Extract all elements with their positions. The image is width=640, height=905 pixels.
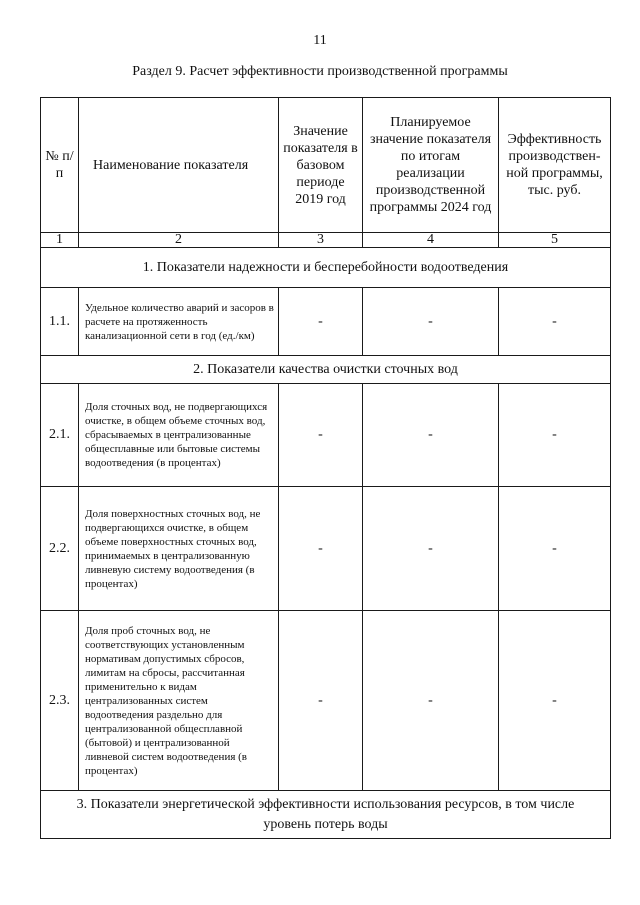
column-number: 3 (279, 233, 363, 248)
table-header-row (41, 98, 611, 233)
section-title: Раздел 9. Расчет эффективности производственной программы (132, 64, 508, 79)
row-base-value: - (279, 487, 363, 611)
row-planned-value: - (363, 384, 499, 487)
group-title: 2. Показатели качества очистки сточных вод (41, 356, 611, 384)
group-title: 1. Показатели надежности и бесперебойности водоотведения (41, 248, 611, 288)
column-numbers-row (41, 233, 611, 248)
column-number: 5 (499, 233, 611, 248)
page-number: 11 (313, 33, 327, 48)
row-index: 2.1. (41, 384, 79, 487)
row-index: 1.1. (41, 288, 79, 356)
row-efficiency: - (499, 611, 611, 791)
group-row (41, 791, 611, 839)
header-efficiency: Эффективность производствен-ной программы, тыс. руб. (499, 98, 611, 233)
header-planned-value: Планируемое значение показателя по итогам реализации производственной программы 2024 год (363, 98, 499, 233)
row-index: 2.2. (41, 487, 79, 611)
group-title: 3. Показатели энергетической эффективности использования ресурсов, в том числе уровень потерь воды (41, 791, 611, 839)
row-index: 2.3. (41, 611, 79, 791)
row-base-value: - (279, 611, 363, 791)
row-name: Удельное количество аварий и засоров в расчете на протяженность канализационной сети в год (ед./км) (79, 288, 279, 356)
header-base-value: Значение показателя в базовом периоде 2019 год (279, 98, 363, 233)
row-name: Доля сточных вод, не подвергающихся очистке, в общем объеме сточных вод, сбрасываемых в централизованные общесплавные или бытовые системы водоотведения (в процентах) (79, 384, 279, 487)
table-row (41, 288, 611, 356)
table-row (41, 611, 611, 791)
row-efficiency: - (499, 487, 611, 611)
table-row (41, 487, 611, 611)
row-efficiency: - (499, 288, 611, 356)
row-efficiency: - (499, 384, 611, 487)
row-planned-value: - (363, 487, 499, 611)
row-name: Доля поверхностных сточных вод, не подвергающихся очистке, в общем объеме поверхностных сточных вод, принимаемых в централизованную ливневую систему водоотведения (в процентах) (79, 487, 279, 611)
header-name: Наименование показателя (79, 98, 279, 233)
column-number: 2 (79, 233, 279, 248)
group-row (41, 356, 611, 384)
row-name: Доля проб сточных вод, не соответствующих установленным нормативам допустимых сбросов, лимитам на сбросы, рассчитанная применительно к видам централизованных систем водоотведения раздельно для централизованной общесплавной (бытовой) и централизованной ливневой систем водоотведения (в процентах) (79, 611, 279, 791)
table-row (41, 384, 611, 487)
column-number: 1 (41, 233, 79, 248)
row-planned-value: - (363, 288, 499, 356)
row-base-value: - (279, 384, 363, 487)
row-planned-value: - (363, 611, 499, 791)
group-row (41, 248, 611, 288)
header-index: № п/п (41, 98, 79, 233)
column-number: 4 (363, 233, 499, 248)
row-base-value: - (279, 288, 363, 356)
efficiency-table (40, 97, 611, 839)
